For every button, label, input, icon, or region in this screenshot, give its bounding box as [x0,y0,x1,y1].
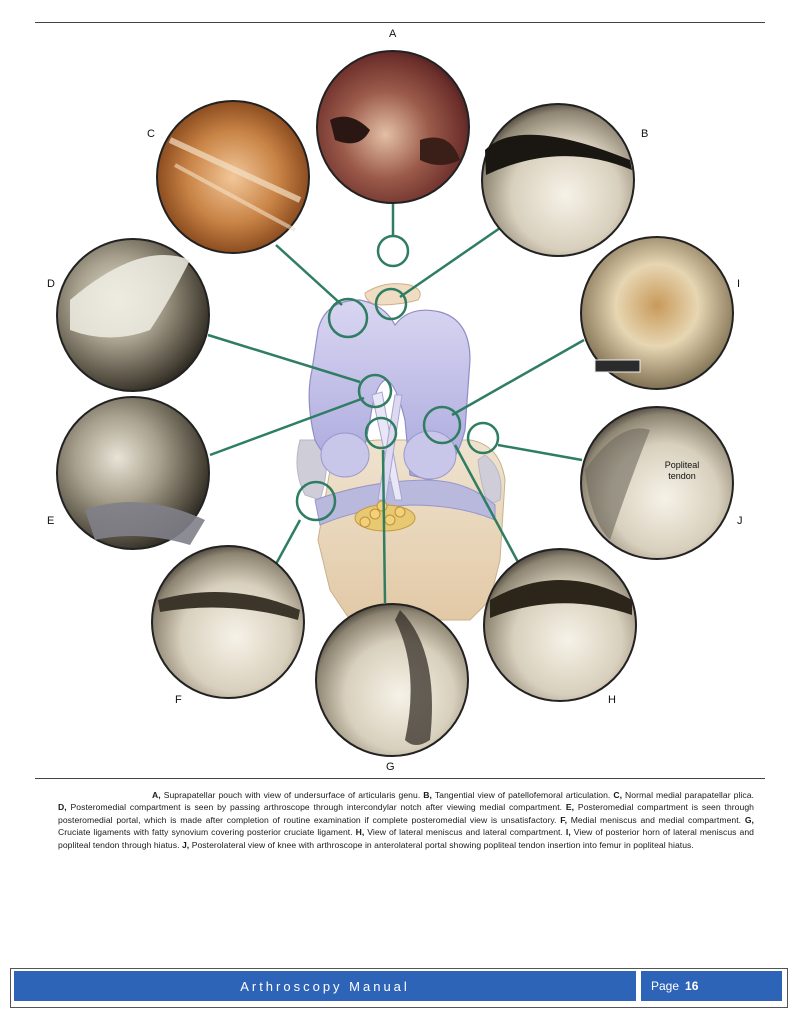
caption-letter: H, [355,827,365,838]
caption-letter: B, [423,790,432,800]
ring-a [378,236,408,266]
caption-text: Tangential view of patellofemoral articulation. [431,790,614,800]
caption-text: Normal medial parapatellar plica. [622,790,754,800]
view-j [581,407,733,559]
view-e [57,397,209,549]
caption-letter: F, [560,814,568,825]
caption-letter: G, [744,814,754,825]
label-e: E [47,515,55,527]
label-b: B [641,128,649,140]
caption-text: Suprapatellar pouch with view of undersurface of articularis genu. [160,790,424,800]
popliteal-tendon-label: Popliteal tendon [664,460,700,481]
caption-letter: D, [58,802,67,813]
caption-text: Cruciate ligaments with fatty synovium covering posterior cruciate ligament. [58,827,356,838]
view-g [316,604,468,756]
label-a: A [389,28,397,40]
caption-letter: J, [181,839,190,850]
label-j: J [737,515,743,527]
caption-text: Medial meniscus and medial compartment. [567,814,745,825]
caption-letter: I, [565,827,571,838]
page-label: Page [651,979,680,993]
footer-title: Arthroscopy Manual [14,971,636,1001]
view-d [57,239,209,391]
label-f: F [175,694,182,706]
view-i [581,237,733,389]
view-b [482,104,634,256]
caption-text: View of lateral meniscus and lateral compartment. [364,827,566,838]
label-g: G [386,761,395,773]
knee-illustration [297,284,505,620]
figure-caption [58,789,754,851]
label-h: H [608,694,616,706]
view-c [157,101,309,253]
view-f [152,546,304,698]
footer-page-number [641,971,782,1001]
caption-text: Posteromedial compartment is seen through posteromedial portal, which is made after completion of routine examination if complete posteromedial view is unsatisfactory. [58,802,754,825]
page-number: 16 [685,979,699,993]
caption-letter: A, [152,790,161,800]
label-c: C [147,128,155,140]
caption-rule [35,778,765,779]
caption-letter: E, [565,802,575,813]
caption-text: View of posterior horn of lateral meniscus and popliteal tendon through hiatus. [58,827,754,850]
caption-text: Posterolateral view of knee with arthroscope in anterolateral portal showing popliteal tendon insertion into femur in popliteal hiatus. [189,839,694,850]
label-d: D [47,278,55,290]
view-h [484,549,636,701]
caption-text: Posteromedial compartment is seen by passing arthroscope through intercondylar notch after viewing medial compartment. [66,802,566,813]
caption-letter: C, [613,790,623,800]
view-a [317,51,469,203]
label-i: I [737,278,741,290]
